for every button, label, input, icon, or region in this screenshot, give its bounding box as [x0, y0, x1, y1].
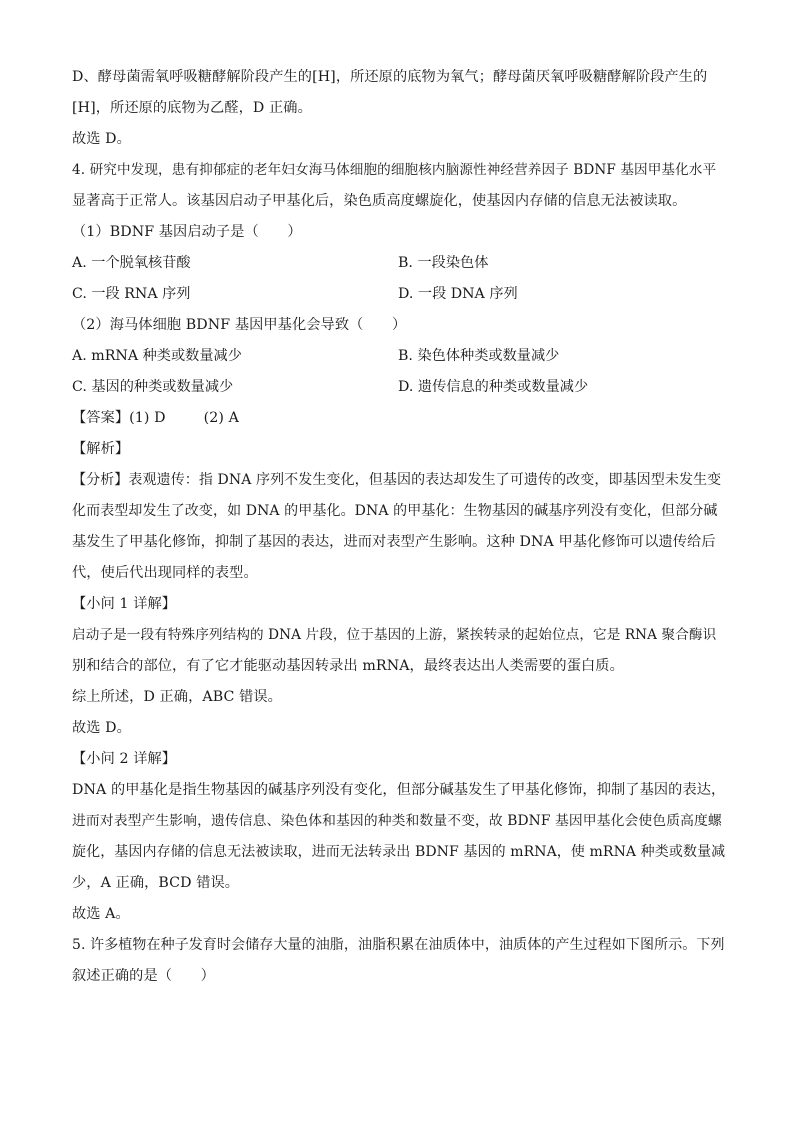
- detail1-line2: 别和结合的部位，有了它才能驱动基因转录出 mRNA，最终表达出人类需要的蛋白质。: [72, 658, 624, 674]
- detail2-line5: 故选 A。: [72, 906, 130, 922]
- q3-option-d-line2: [H]，所还原的底物为乙醛，D 正确。: [72, 100, 312, 116]
- detail1-line1: 启动子是一段有特殊序列结构的 DNA 片段，位于基因的上游，紧挨转录的起始位点，它是 RNA 聚合酶识: [72, 627, 717, 643]
- detail2-line4: 少，A 正确，BCD 错误。: [72, 875, 240, 891]
- detail1-line3: 综上所述，D 正确，ABC 错误。: [72, 689, 282, 705]
- q3-conclusion: 故选 D。: [72, 131, 131, 147]
- q4-sub1-options-row2: [72, 279, 724, 310]
- q4-sub2-option-b: B. 染色体种类或数量减少: [398, 348, 560, 364]
- q3-option-d-line1: D、酵母菌需氧呼吸糖酵解阶段产生的[H]，所还原的底物为氧气；酵母菌厌氧呼吸糖酵解阶段产生的: [72, 69, 708, 85]
- q4-sub1-question: （1）BDNF 基因启动子是（ ）: [72, 224, 302, 240]
- q4-stem-line2: 显著高于正常人。该基因启动子甲基化后，染色质高度螺旋化，使基因内存储的信息无法被读取。: [72, 193, 687, 209]
- q5-stem-line2: 叙述正确的是（ ）: [72, 968, 215, 984]
- answer-part2: (2) A: [203, 410, 239, 426]
- q4-answer-line: [72, 403, 724, 434]
- detail2-line2: 进而对表型产生影响，遗传信息、染色体和基因的种类和数量不变，故 BDNF 基因甲基化会使色质高度螺: [72, 813, 722, 829]
- q4-sub1-option-a: A. 一个脱氧核苷酸: [72, 255, 191, 271]
- detail1-line4: 故选 D。: [72, 720, 131, 736]
- answer-label: 【答案】: [72, 410, 130, 426]
- q4-sub1-options-row1: [72, 248, 724, 279]
- q4-sub1-option-b: B. 一段染色体: [398, 255, 489, 271]
- q4-sub2-option-c: C. 基因的种类或数量减少: [72, 379, 234, 395]
- q4-sub2-options-row1: [72, 341, 724, 372]
- fenxi-line4: 代，使后代出现同样的表型。: [72, 565, 258, 581]
- q4-sub2-question: （2）海马体细胞 BDNF 基因甲基化会导致（ ）: [72, 317, 407, 333]
- q4-sub1-option-d: D. 一段 DNA 序列: [398, 286, 518, 302]
- q4-stem-line1: 4. 研究中发现，患有抑郁症的老年妇女海马体细胞的细胞核内脑源性神经营养因子 BDNF 基因甲基化水平: [72, 162, 717, 178]
- detail2-line1: DNA 的甲基化是指生物基因的碱基序列没有变化，但部分碱基发生了甲基化修饰，抑制了基因的表达，: [72, 782, 726, 798]
- analysis-label: 【解析】: [72, 441, 130, 457]
- q4-sub2-options-row2: [72, 372, 724, 403]
- detail1-label: 【小问 1 详解】: [72, 596, 177, 612]
- answer-part1: (1) D: [129, 410, 166, 426]
- q4-sub2-option-a: A. mRNA 种类或数量减少: [72, 348, 242, 364]
- fenxi-line1: 【分析】表观遗传：指 DNA 序列不发生变化，但基因的表达却发生了可遗传的改变，即基因型未发生变: [72, 472, 722, 488]
- q4-sub1-option-c: C. 一段 RNA 序列: [72, 286, 191, 302]
- detail2-label: 【小问 2 详解】: [72, 751, 177, 767]
- q4-sub2-option-d: D. 遗传信息的种类或数量减少: [398, 379, 589, 395]
- fenxi-line3: 基发生了甲基化修饰，抑制了基因的表达，进而对表型产生影响。这种 DNA 甲基化修饰可以遗传给后: [72, 534, 716, 550]
- fenxi-line2: 化而表型却发生了改变，如 DNA 的甲基化。DNA 的甲基化：生物基因的碱基序列没有变化，但部分碱: [72, 503, 718, 519]
- detail2-line3: 旋化，基因内存储的信息无法被读取，进而无法转录出 BDNF 基因的 mRNA，使 mRNA 种类或数量减: [72, 844, 726, 860]
- q5-stem-line1: 5. 许多植物在种子发育时会储存大量的油脂，油脂积累在油质体中，油质体的产生过程如下图所示。下列: [72, 937, 725, 953]
- document-page: [72, 62, 724, 992]
